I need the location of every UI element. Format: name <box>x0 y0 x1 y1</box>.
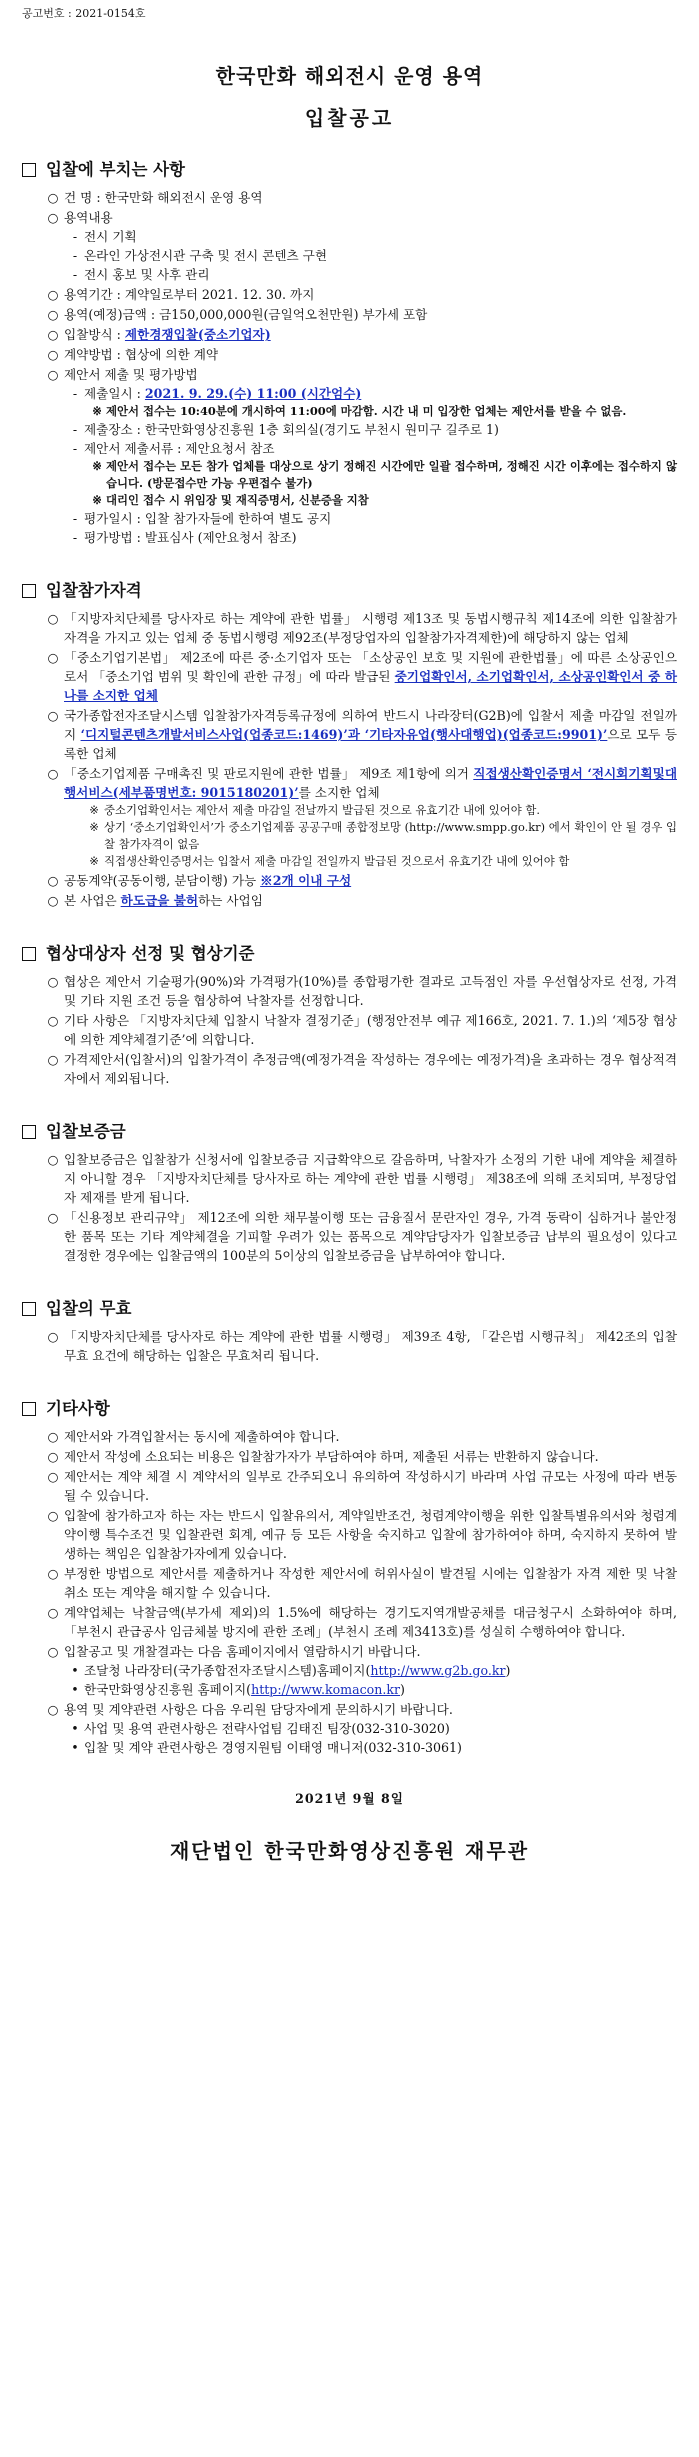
submit-date: - 제출일시 : 2021. 9. 29.(수) 11:00 (시간엄수) <box>22 384 677 403</box>
eligibility-item: ○ 「지방자치단체를 당사자로 하는 계약에 관한 법률」 시행령 제13조 및 동법시행규칙 제14조에 의한 입찰참가자격을 가지고 있는 업체 중 동법시행령 제92조(부정당업자의 입찰참가자격제한)에 해당하지 않는 업체 <box>22 609 677 647</box>
notice-date: 2021년 9월 8일 <box>295 1791 404 1806</box>
other-item: ○ 용역 및 계약관련 사항은 다음 우리원 담당자에게 문의하시기 바랍니다. <box>22 1700 677 1719</box>
item-contract: ○ 계약방법 : 협상에 의한 계약 <box>22 345 677 364</box>
checkbox-square-icon <box>22 1125 36 1139</box>
sub-note: ※ 상기 ‘중소기업확인서’가 중소기업제품 공공구매 종합정보망 (http://www.smpp.go.kr) 에서 확인이 안 될 경우 입찰 참가자격이 없음 <box>22 819 677 853</box>
bullet-marker: • <box>71 1721 79 1736</box>
section-title: 입찰에 부치는 사항 <box>46 160 186 179</box>
g2b-link[interactable]: http://www.g2b.go.kr <box>370 1663 506 1678</box>
eligibility-item: ○ 국가종합전자조달시스템 입찰참가자격등록규정에 의하여 반드시 나라장터(G2B)에 입찰서 제출 마감일 전일까지 ‘디지털콘텐츠개발서비스사업(업종코드:1469)’과 ‘기타자유업(행사대행업)(업종코드:9901)’으로 모두 등록한 업체 <box>22 706 677 763</box>
section-title: 협상대상자 선정 및 협상기준 <box>46 944 255 963</box>
note-marker: ※ <box>89 803 99 817</box>
bullet-marker: • <box>71 1663 79 1678</box>
dash-marker: - <box>72 229 78 244</box>
dash-marker: - <box>72 511 78 526</box>
website-item: • 조달청 나라장터(국가종합전자조달시스템)홈페이지(http://www.g2b.go.kr) <box>22 1661 677 1680</box>
circle-marker: ○ <box>47 287 59 302</box>
item-name <box>22 188 677 207</box>
checkbox-square-icon <box>22 947 36 961</box>
checkbox-square-icon <box>22 584 36 598</box>
section-heading <box>22 1297 677 1321</box>
scope-item: - 온라인 가상전시관 구축 및 전시 콘텐츠 구현 <box>22 246 677 265</box>
circle-marker: ○ <box>47 1013 59 1028</box>
sub-note: ※ 중소기업확인서는 제안서 제출 마감일 전날까지 발급된 것으로 유효기간 내에 있어야 함. <box>22 802 677 819</box>
dash-marker: - <box>72 267 78 282</box>
circle-marker: ○ <box>47 1429 59 1444</box>
bullet-marker: • <box>71 1740 79 1755</box>
eligibility-item: ○ 본 사업은 하도급을 불허하는 사업임 <box>22 891 677 910</box>
note: ※ 제안서 접수는 모든 참가 업체를 대상으로 상기 정해진 시간에만 일괄 접수하며, 정해진 시간 이후에는 접수하지 않습니다. (방문접수만 가능 우편접수 불가) <box>22 458 677 492</box>
circle-marker: ○ <box>47 611 59 626</box>
other-item: ○ 제안서는 계약 체결 시 계약서의 일부로 간주되오니 유의하여 작성하시기 바라며 사업 규모는 사정에 따라 변동될 수 있습니다. <box>22 1467 677 1505</box>
note: ※ 대리인 접수 시 위임장 및 재직증명서, 신분증을 지참 <box>22 492 677 509</box>
section-title: 입찰참가자격 <box>46 581 142 600</box>
item-method: ○ 입찰방식 : 제한경쟁입찰(중소기업자) <box>22 325 677 344</box>
circle-marker: ○ <box>47 1605 59 1620</box>
checkbox-square-icon <box>22 1302 36 1316</box>
issuer-name: 재단법인 한국만화영상진흥원 재무관 <box>169 1839 530 1863</box>
dash-marker: - <box>72 422 78 437</box>
dash-marker: - <box>72 530 78 545</box>
eligibility-item: ○ 「중소기업기본법」 제2조에 따른 중·소기업자 또는 「소상공인 보호 및 지원에 관한법률」에 따른 소상공인으로서 「중소기업 범위 및 확인에 관한 규정」에 따라 발급된 중기업확인서, 소기업확인서, 소상공인확인서 중 하나를 소지한 업체 <box>22 648 677 705</box>
section-heading <box>22 1397 677 1421</box>
bid-method-highlight: 제한경쟁입찰(중소기업자) <box>124 327 271 342</box>
checkbox-square-icon <box>22 163 36 177</box>
circle-marker: ○ <box>47 893 59 908</box>
other-item: ○ 입찰공고 및 개찰결과는 다음 홈페이지에서 열람하시기 바랍니다. <box>22 1642 677 1661</box>
eval-date: - 평가일시 : 입찰 참가자들에 한하여 별도 공지 <box>22 509 677 528</box>
bullet-marker: • <box>71 1682 79 1697</box>
dash-marker: - <box>72 386 78 401</box>
item-value: 한국만화 해외전시 운영 용역 <box>104 190 263 205</box>
circle-marker: ○ <box>47 873 59 888</box>
note-marker: ※ <box>89 854 99 868</box>
dash-marker: - <box>72 248 78 263</box>
item-amount: ○ 용역(예정)금액 : 금150,000,000원(금일억오천만원) 부가세 포함 <box>22 305 677 324</box>
invalid-item: ○ 「지방자치단체를 당사자로 하는 계약에 관한 법률 시행령」 제39조 4항, 「같은법 시행규칙」 제42조의 입찰무효 요건에 해당하는 입찰은 무효처리 됩니다. <box>22 1327 677 1365</box>
subcontract-highlight: 하도급을 불허 <box>120 893 199 908</box>
note-marker: ※ <box>92 459 102 473</box>
circle-marker: ○ <box>47 1469 59 1484</box>
sub-note: ※ 직접생산확인증명서는 입찰서 제출 마감일 전일까지 발급된 것으로서 유효기간 내에 있어야 함 <box>22 853 677 870</box>
section-deposit <box>22 1120 677 1265</box>
certificate-highlight: 중기업확인서, 소기업확인서, 소상공인확인서 중 하나를 소지한 업체 <box>64 669 677 703</box>
circle-marker: ○ <box>47 1152 59 1167</box>
circle-marker: ○ <box>47 327 59 342</box>
dash-marker: - <box>72 441 78 456</box>
other-item: ○ 제안서와 가격입찰서는 동시에 제출하여야 합니다. <box>22 1427 677 1446</box>
circle-marker: ○ <box>47 1449 59 1464</box>
eligibility-item: ○ 공동계약(공동이행, 분담이행) 가능 ※2개 이내 구성 <box>22 871 677 890</box>
section-negotiation <box>22 942 677 1088</box>
circle-marker: ○ <box>47 650 59 665</box>
notice-subtitle: 입찰공고 <box>304 106 395 130</box>
section-heading <box>22 942 677 966</box>
circle-marker: ○ <box>47 974 59 989</box>
deposit-item: ○ 「신용정보 관리규약」 제12조에 의한 채무불이행 또는 금융질서 문란자인 경우, 가격 동락이 심하거나 불안정한 품목 또는 기타 계약체결을 기피할 우려가 있는 품목으로 계약담당자가 입찰보증금 납부의 필요성이 있다고 결정한 경우에는 입찰금액의 100분의 5이상의 입찰보증금을 납부하여야 합니다. <box>22 1208 677 1265</box>
circle-marker: ○ <box>47 1702 59 1717</box>
item-label: 건 명 : <box>64 190 105 205</box>
submit-docs: - 제안서 제출서류 : 제안요청서 참조 <box>22 439 677 458</box>
section-heading <box>22 1120 677 1144</box>
circle-marker: ○ <box>47 1644 59 1659</box>
item-text: 용역내용 <box>64 210 113 225</box>
circle-marker: ○ <box>47 1508 59 1523</box>
circle-marker: ○ <box>47 766 59 781</box>
negotiation-item: ○ 협상은 제안서 기술평가(90%)와 가격평가(10%)를 종합평가한 결과로 고득점인 자를 우선협상자로 선정, 가격 및 기타 지원 조건 등을 협상하여 낙찰자를 선정합니다. <box>22 972 677 1010</box>
other-item: ○ 입찰에 참가하고자 하는 자는 반드시 입찰유의서, 계약일반조건, 청렴계약이행을 위한 입찰특별유의서와 청렴계약이행 특수조건 및 입찰관련 회계, 예규 등 모든 사항을 숙지하고 입찰에 참가하여야 하며, 숙지하지 못하여 발생하는 책임은 입찰참가자에게 있습니다. <box>22 1506 677 1563</box>
circle-marker: ○ <box>47 1329 59 1344</box>
section-heading <box>22 158 677 182</box>
circle-marker: ○ <box>47 190 59 205</box>
section-invalid-bid <box>22 1297 677 1365</box>
section-heading <box>22 579 677 603</box>
negotiation-item: ○ 가격제안서(입찰서)의 입찰가격이 추정금액(예정가격을 작성하는 경우에는 예정가격)을 초과하는 경우 협상적격자에서 제외됩니다. <box>22 1050 677 1088</box>
circle-marker: ○ <box>47 307 59 322</box>
eligibility-item: ○ 「중소기업제품 구매촉진 및 판로지원에 관한 법률」 제9조 제1항에 의거 직접생산확인증명서 ‘전시회기획및대행서비스(세부품명번호: 9015180201)’를 소지한 업체 <box>22 764 677 802</box>
circle-marker: ○ <box>47 347 59 362</box>
contact-item: • 사업 및 용역 관련사항은 전략사업팀 김태진 팀장(032-310-3020) <box>22 1719 677 1738</box>
submit-date-highlight: 2021. 9. 29.(수) 11:00 (시간엄수) <box>144 386 362 401</box>
note-marker: ※ <box>92 493 102 507</box>
notice-title: 한국만화 해외전시 운영 용역 <box>215 64 484 88</box>
item-scope <box>22 208 677 227</box>
komacon-link[interactable]: http://www.komacon.kr <box>251 1682 401 1697</box>
circle-marker: ○ <box>47 1566 59 1581</box>
note-marker: ※ <box>92 404 102 418</box>
circle-marker: ○ <box>47 1210 59 1225</box>
circle-marker: ○ <box>47 210 59 225</box>
scope-item: - 전시 기획 <box>22 227 677 246</box>
note: ※ 제안서 접수는 10:40분에 개시하여 11:00에 마감함. 시간 내 미 입장한 업체는 제안서를 받을 수 없음. <box>22 403 677 420</box>
section-title: 입찰보증금 <box>46 1122 126 1141</box>
other-item: ○ 부정한 방법으로 제안서를 제출하거나 작성한 제안서에 허위사실이 발견될 시에는 입찰참가 자격 제한 및 낙찰 취소 또는 계약을 해지할 수 있습니다. <box>22 1564 677 1602</box>
item-period: ○ 용역기간 : 계약일로부터 2021. 12. 30. 까지 <box>22 285 677 304</box>
other-item: ○ 제안서 작성에 소요되는 비용은 입찰참가자가 부담하여야 하며, 제출된 서류는 반환하지 않습니다. <box>22 1447 677 1466</box>
note-marker: ※ <box>89 820 99 834</box>
industry-code-highlight: ‘디지털콘텐츠개발서비스사업(업종코드:1469)’과 ‘기타자유업(행사대행업)(업종코드:9901)’ <box>80 727 608 742</box>
circle-marker: ○ <box>47 367 59 382</box>
section-title: 기타사항 <box>46 1399 110 1418</box>
section-other <box>22 1397 677 1757</box>
website-item: • 한국만화영상진흥원 홈페이지(http://www.komacon.kr) <box>22 1680 677 1699</box>
circle-marker: ○ <box>47 1052 59 1067</box>
submit-place: - 제출장소 : 한국만화영상진흥원 1층 회의실(경기도 부천시 원미구 길주로 1) <box>22 420 677 439</box>
joint-contract-highlight: ※2개 이내 구성 <box>260 873 352 888</box>
circle-marker: ○ <box>47 708 59 723</box>
deposit-item: ○ 입찰보증금은 입찰참가 신청서에 입찰보증금 지급확약으로 갈음하며, 낙찰자가 소정의 기한 내에 계약을 체결하지 아니할 경우 「지방자치단체를 당사자로 하는 계약에 관한 법률 시행령」 제38조에 의해 조치되며, 부정당업자 제재를 받게 됩니다. <box>22 1150 677 1207</box>
checkbox-square-icon <box>22 1402 36 1416</box>
other-item: ○ 계약업체는 낙찰금액(부가세 제외)의 1.5%에 해당하는 경기도지역개발공채를 대금청구시 소화하여야 하며, 「부천시 관급공사 임금체불 방지에 관한 조례」(부천시 조례 제3413호)를 성실히 수행하여야 합니다. <box>22 1603 677 1641</box>
notice-number: 공고번호 : 2021-0154호 <box>22 7 146 20</box>
production-cert-highlight: 직접생산확인증명서 ‘전시회기획및대행서비스(세부품명번호: 9015180201)’ <box>64 766 677 800</box>
eval-method: - 평가방법 : 발표심사 (제안요청서 참조) <box>22 528 677 547</box>
contact-item: • 입찰 및 계약 관련사항은 경영지원팀 이태영 매니저(032-310-3061) <box>22 1738 677 1757</box>
scope-item: - 전시 홍보 및 사후 관리 <box>22 265 677 284</box>
section-bid-items <box>22 158 677 547</box>
section-eligibility <box>22 579 677 910</box>
section-title: 입찰의 무효 <box>46 1299 132 1318</box>
item-submission: ○ 제안서 제출 및 평가방법 <box>22 365 677 384</box>
negotiation-item: ○ 기타 사항은 「지방자치단체 입찰시 낙찰자 결정기준」(행정안전부 예규 제166호, 2021. 7. 1.)의 ‘제5장 협상에 의한 계약체결기준’에 의합니다. <box>22 1011 677 1049</box>
